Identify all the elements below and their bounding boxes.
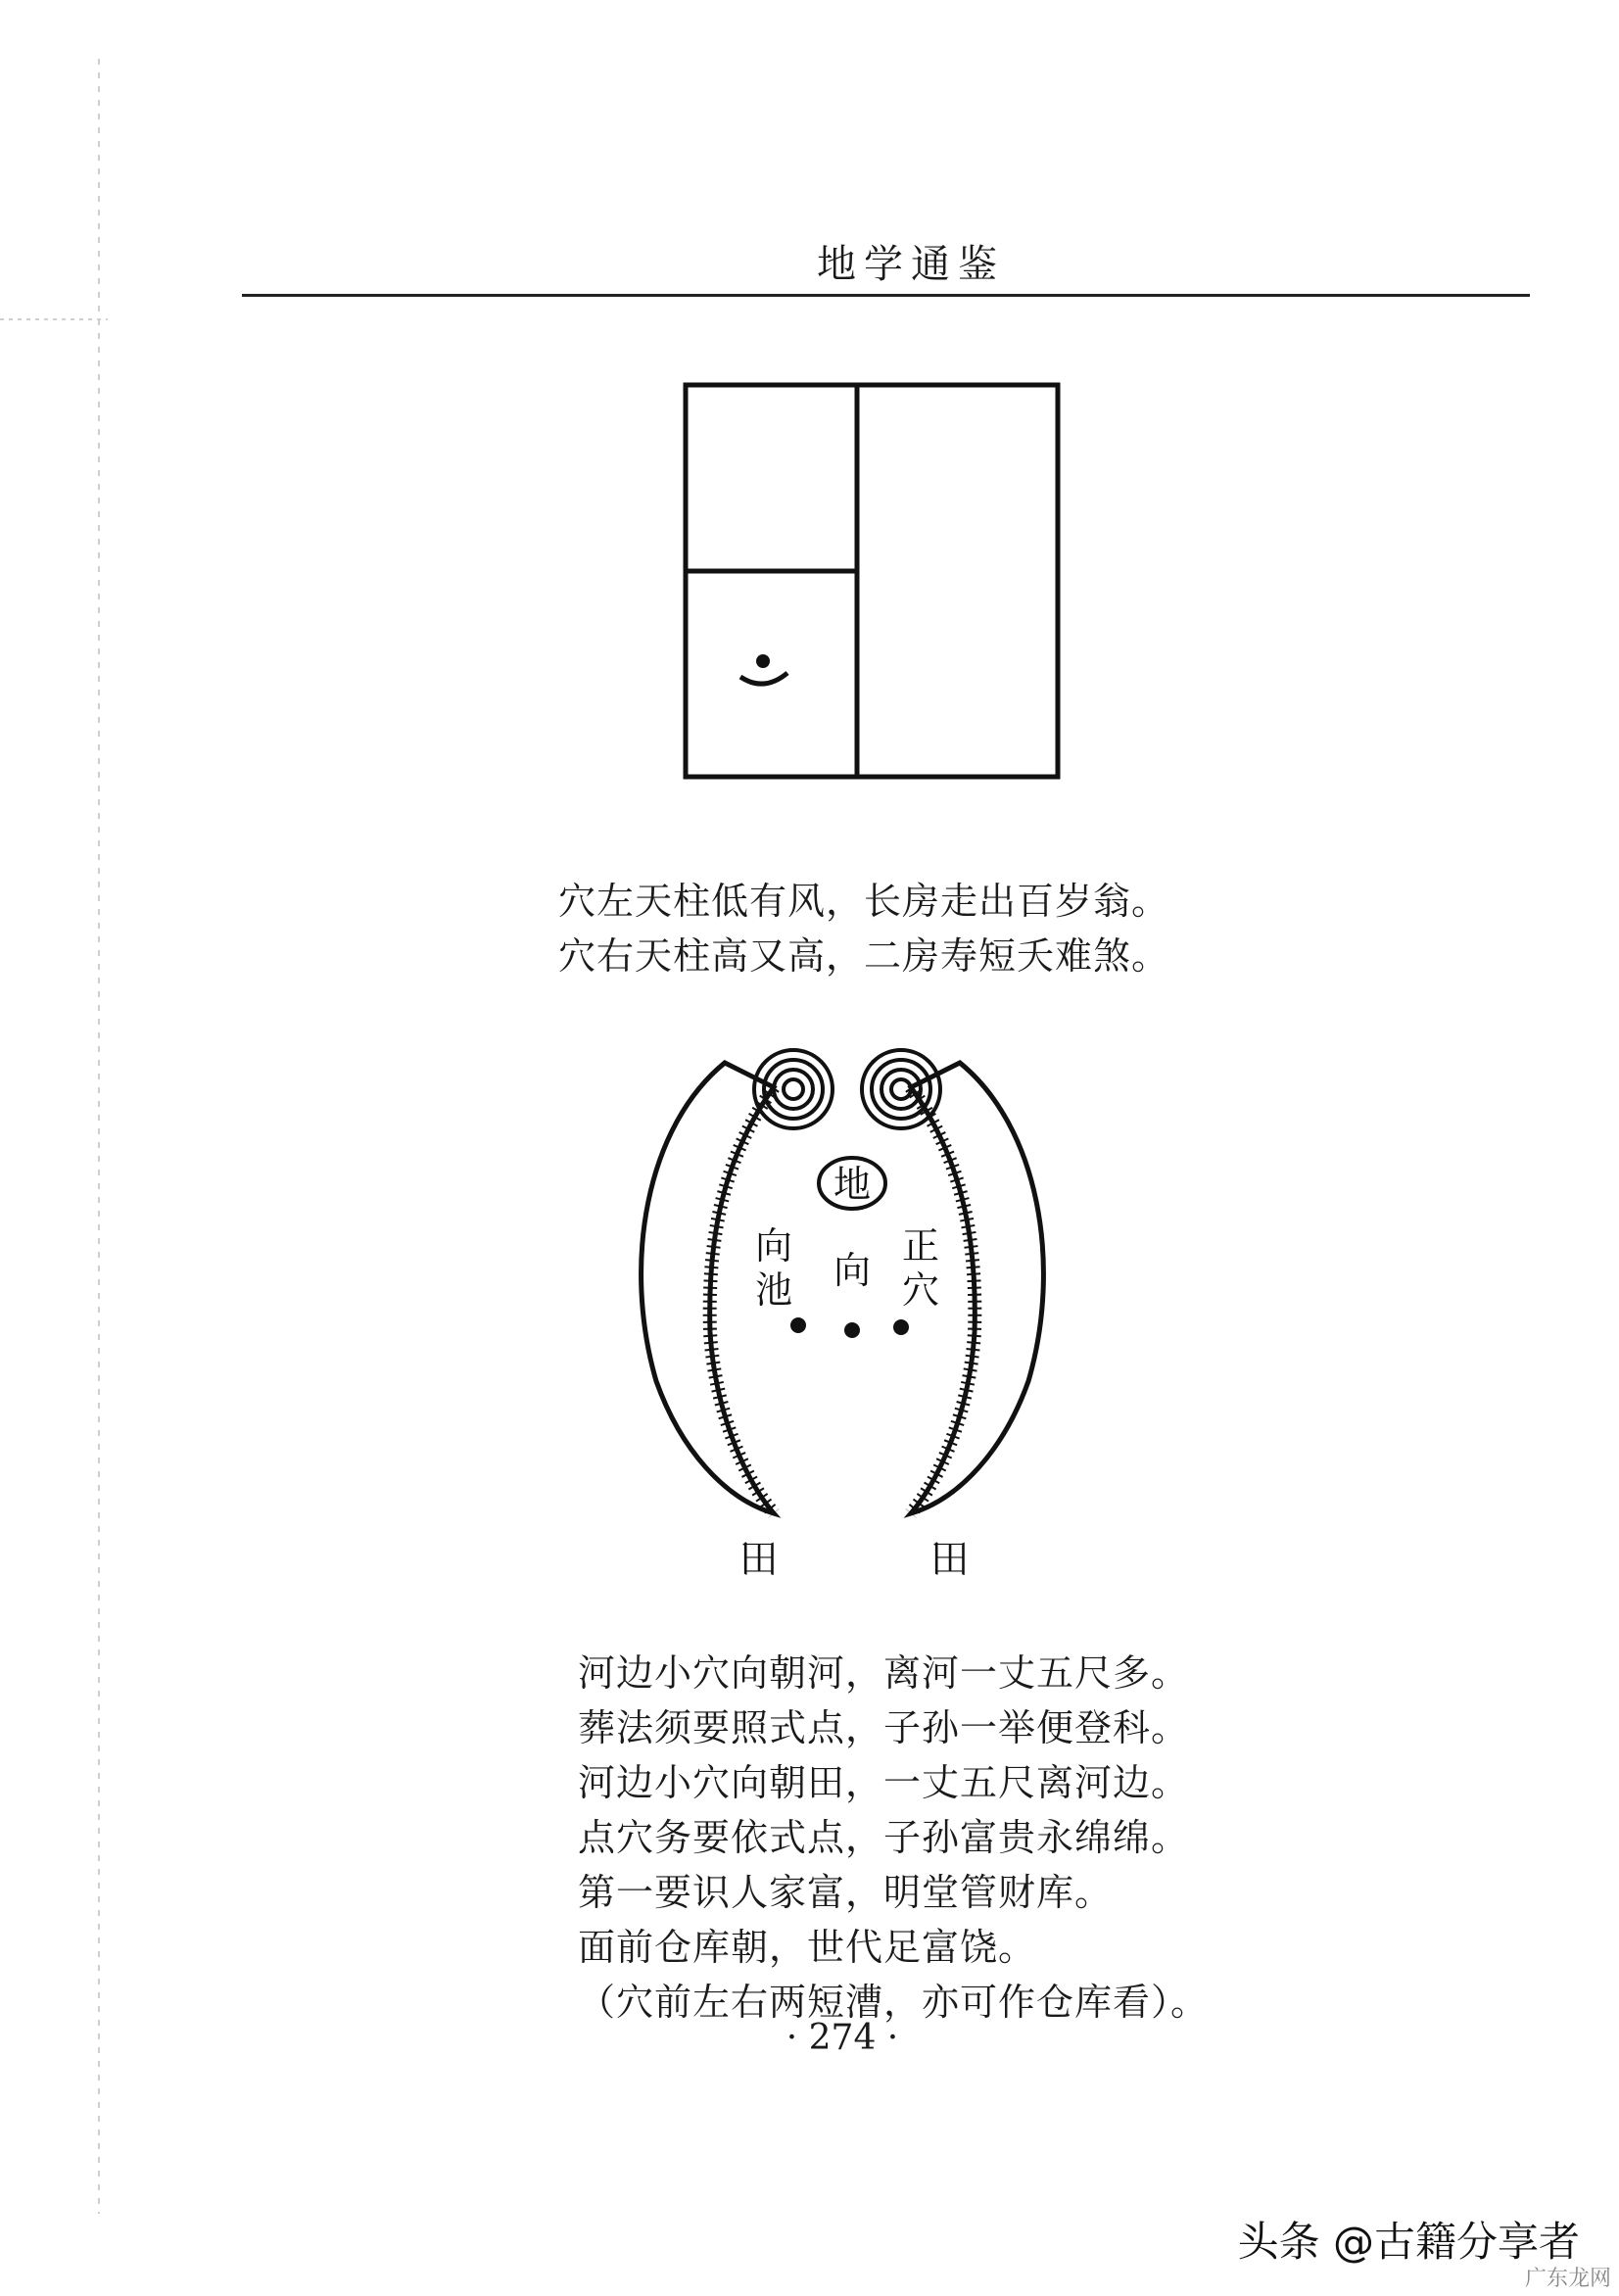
poem-line: （穴前左右两短漕，亦可作仓库看）。 [578,1981,1210,2024]
page-header-title: 地学通鉴 [817,242,1005,287]
bottom-left-field [739,1537,779,1582]
scan-edge-line [98,59,100,2214]
poem-line: 河边小穴向朝田，一丈五尺离河边。 [578,1761,1190,1804]
label-right-2: 穴 [901,1268,940,1312]
point-true-cave [893,1319,909,1335]
label-left-2: 池 [754,1268,793,1312]
poem-line: 面前仓库朝，世代足富饶。 [578,1926,1037,1969]
center-label: 地 [833,1163,872,1206]
left-spiral-mound [754,1050,833,1128]
poem-block-2 [578,1646,1209,2030]
middle-label: 向 [833,1249,872,1292]
plot-diagram [676,377,1068,798]
watermark-site: 广东龙网 [1524,2267,1611,2291]
grave-dot [756,654,770,668]
watermark-text: 头条 @古籍分享者 [1237,2218,1580,2266]
point-facing [844,1322,860,1338]
poem-block-1 [558,874,1169,983]
header-rule [242,294,1530,297]
plot-outline [686,385,1058,777]
label-left-1: 向 [754,1224,793,1268]
right-spiral-mound [862,1050,940,1128]
scan-edge-line [0,318,108,320]
bottom-left-label: 田 [739,1537,779,1582]
grave-arc [740,673,787,684]
poem-line: 穴左天柱低有风，长房走出百岁翁。 [558,880,1170,923]
bottom-right-label: 田 [930,1537,970,1582]
point-pond [790,1317,806,1333]
poem-line: 穴右天柱高又高，二房寿短夭难煞。 [558,934,1170,978]
poem-line: 第一要识人家富，明堂管财库。 [578,1871,1114,1914]
label-right-1: 正 [901,1224,940,1268]
river-diagram [617,1038,1068,1587]
poem-line: 河边小穴向朝河，离河一丈五尺多。 [578,1651,1190,1695]
poem-line: 点穴务要依式点，子孙富贵永绵绵。 [578,1816,1190,1859]
page-number: · 274 · [786,2018,899,2058]
poem-line: 葬法须要照式点，子孙一举便登科。 [578,1706,1190,1749]
bottom-right-field [930,1537,970,1582]
